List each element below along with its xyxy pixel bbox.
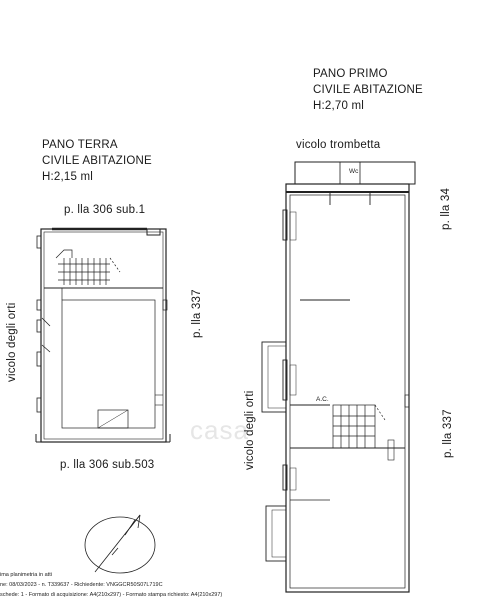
footer-line-2: ne: 08/03/2023 - n. T339637 - Richiedente: VNGGCR50S07L719C	[0, 582, 163, 588]
first-floor-use: CIVILE ABITAZIONE	[313, 84, 423, 96]
footer-line-1: ima planimetria in atti	[0, 572, 52, 578]
first-stair	[333, 405, 385, 448]
first-floor-title: PANO PRIMO	[313, 68, 388, 80]
room-wc-label: Wc	[349, 168, 359, 175]
ground-floor-use: CIVILE ABITAZIONE	[42, 155, 152, 167]
first-neighbor-right-top: p. lla 34	[440, 187, 452, 230]
room-ac-label: A.C.	[316, 396, 329, 403]
first-neighbor-right-bottom: p. lla 337	[442, 409, 454, 458]
first-floor-height: H:2,70 ml	[313, 100, 365, 112]
ground-neighbor-bottom: p. lla 306 sub.503	[60, 459, 155, 471]
first-neighbor-top: vicolo trombetta	[296, 139, 381, 151]
ground-floor-title: PANO TERRA	[42, 139, 118, 151]
footer-line-3: schede: 1 - Formato di acquisizione: A4(210x297) - Formato stampa richiesto: A4(210x297)	[0, 592, 223, 598]
ground-neighbor-top: p. lla 306 sub.1	[64, 204, 146, 216]
ground-neighbor-right: p. lla 337	[191, 289, 203, 338]
ground-floor-height: H:2,15 ml	[42, 171, 94, 183]
ground-stair	[56, 250, 120, 285]
ground-neighbor-left: vicolo degli orti	[6, 302, 18, 382]
north-arrow-icon	[85, 515, 155, 573]
first-neighbor-left: vicolo degli orti	[244, 390, 256, 470]
watermark: casa	[190, 415, 249, 445]
ground-floor-plan	[36, 229, 170, 442]
first-floor-plan	[262, 162, 415, 592]
